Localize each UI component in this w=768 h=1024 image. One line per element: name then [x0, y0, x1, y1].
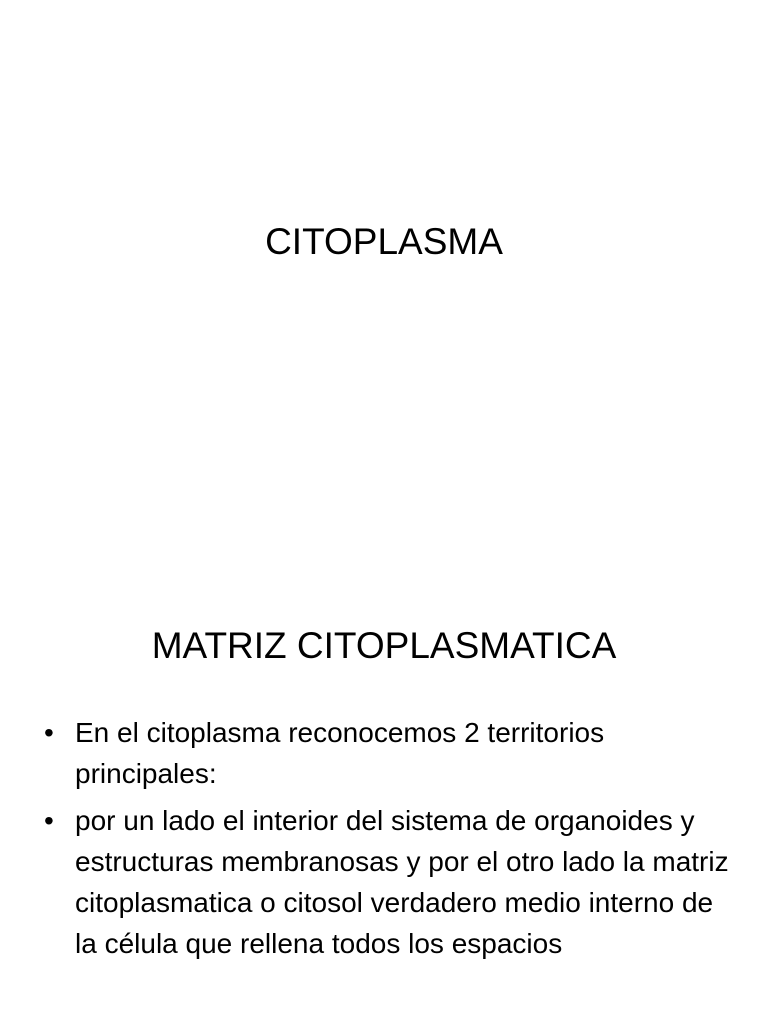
- bullet-list: [40, 712, 730, 970]
- bullet-dot-icon: •: [44, 717, 54, 748]
- slide-title: MATRIZ CITOPLASMATICA: [151, 625, 617, 666]
- bullet-dot-icon: •: [44, 805, 54, 836]
- bullet-text: por un lado el interior del sistema de organoides y estructuras membranosas y por el otro lado la matriz citoplasmatica o citosol verdadero medio interno de la célula que rellena todos los espacios: [75, 805, 729, 959]
- bullet-text: En el citoplasma reconocemos 2 territorios principales:: [75, 717, 605, 789]
- bullet-item: [40, 712, 730, 794]
- slide-2: [0, 578, 768, 1024]
- slide-title: CITOPLASMA: [265, 221, 503, 262]
- bullet-item: [40, 800, 730, 964]
